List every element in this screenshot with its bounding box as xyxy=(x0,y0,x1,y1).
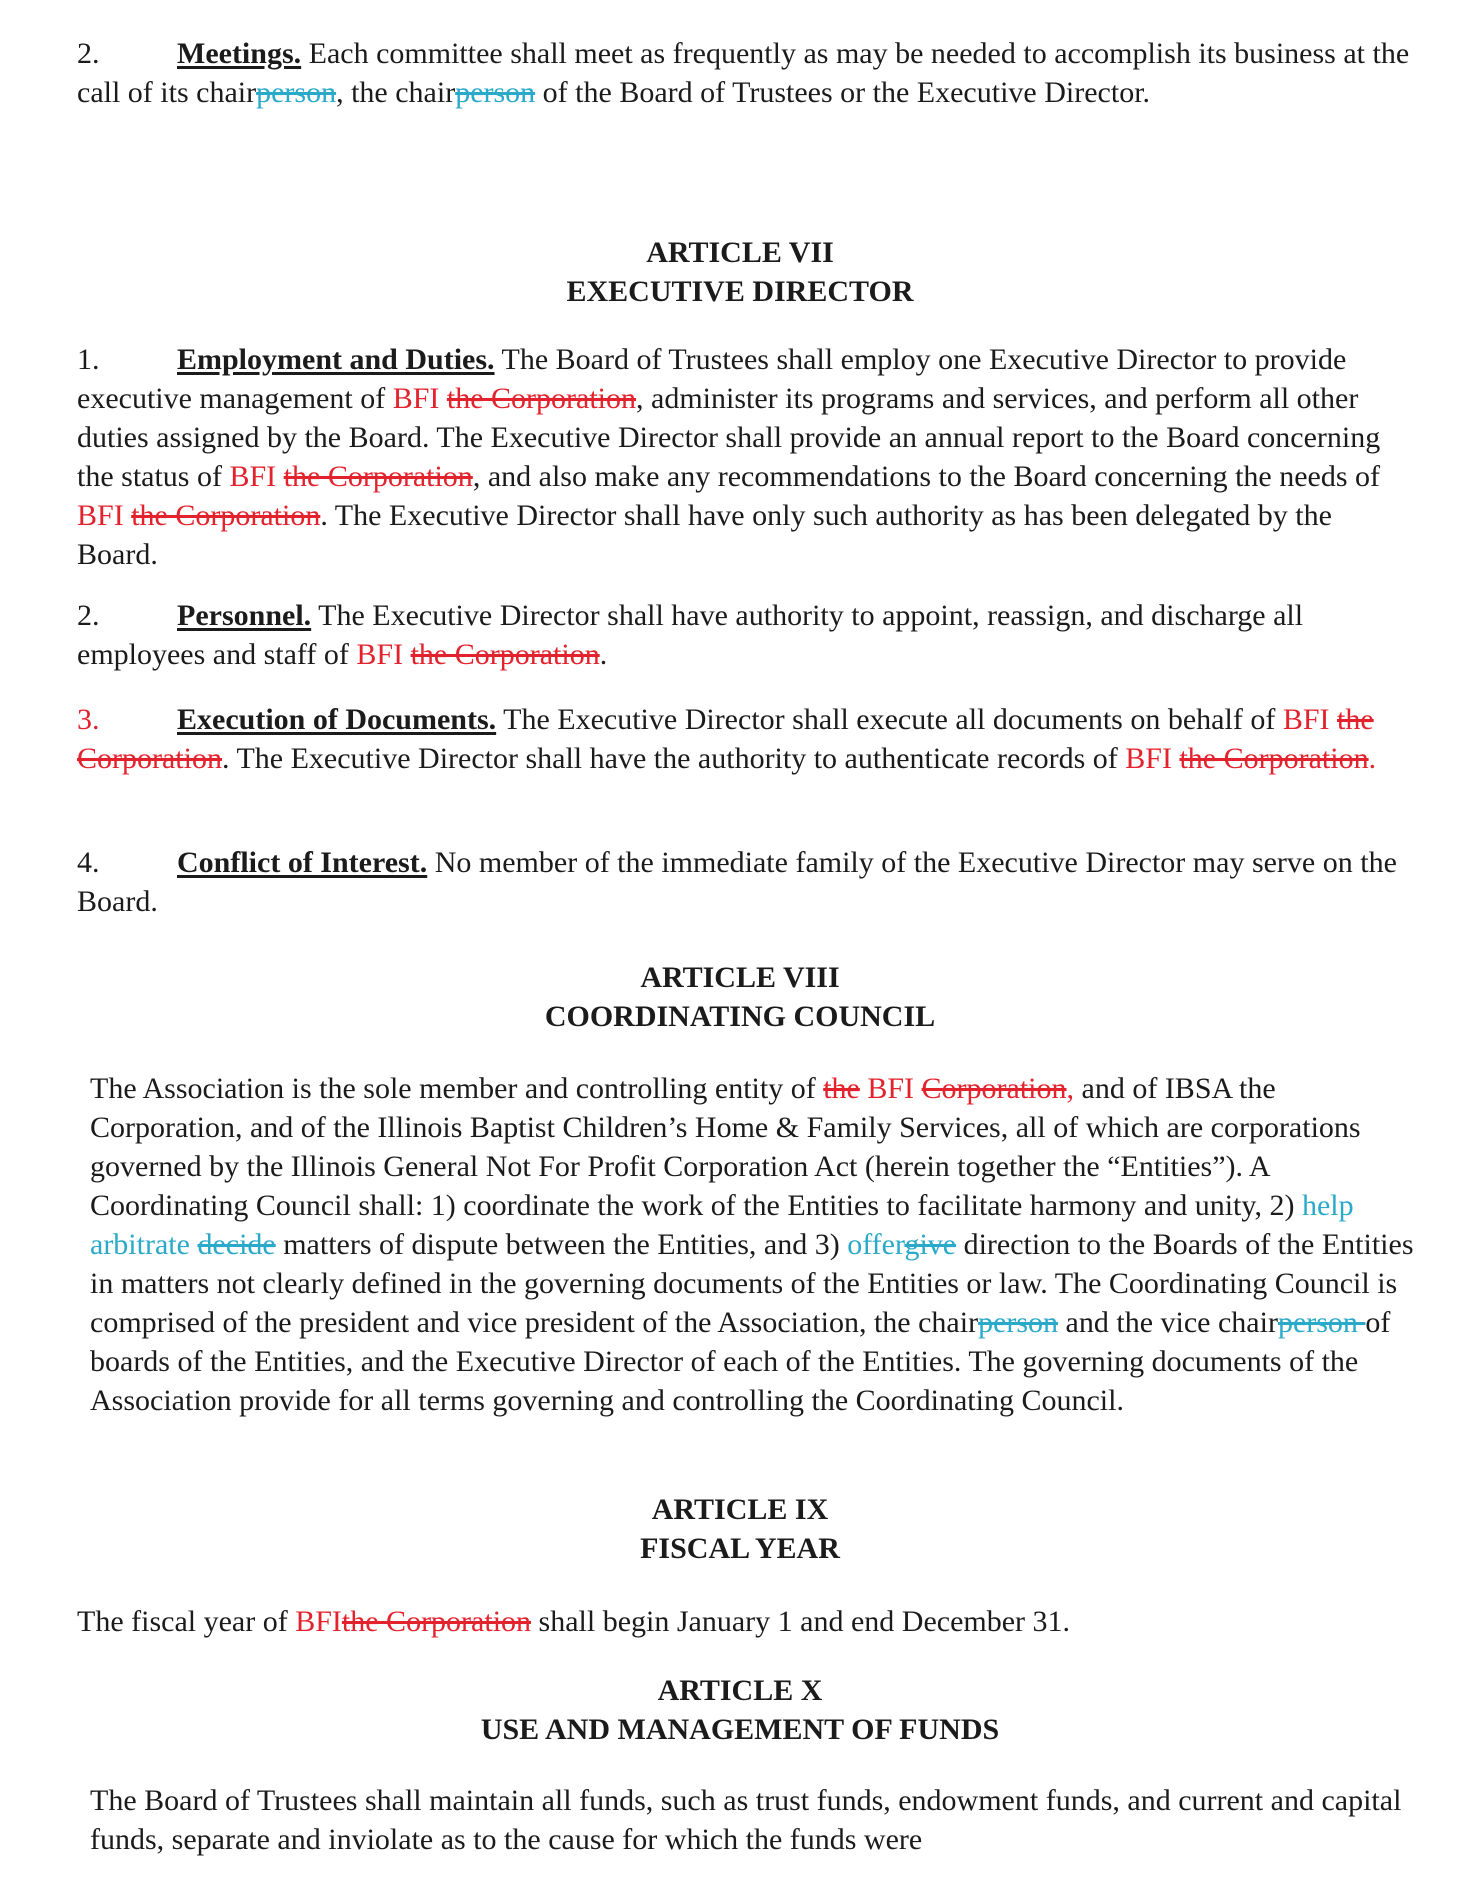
article-title: ARTICLE VIII xyxy=(640,961,840,994)
body-text: , and also make any recommendations to the Board concerning the needs of xyxy=(472,460,1381,493)
section-heading: Conflict of Interest. xyxy=(177,846,428,879)
body-text: direction to the Boards of the Entities in matters not clearly defined in the governing documents of the Entities or law. The Coordinating Council is comprised of the president and vice president of the Association, the chair xyxy=(90,1228,1414,1339)
section-execution-documents xyxy=(77,700,1417,778)
article-title: ARTICLE VII xyxy=(646,236,834,269)
tracked-insertion: . xyxy=(1368,742,1377,775)
body-text: The Executive Director shall have authority to appoint, reassign, and discharge all employees and staff of xyxy=(77,599,1304,671)
body-text: Each committee shall meet as frequently as may be needed to accomplish its business at the call of its chair xyxy=(77,37,1410,109)
tracked-deletion: person xyxy=(1277,1306,1366,1339)
tracked-deletion: Corporation xyxy=(921,1072,1067,1105)
section-number: 3. xyxy=(77,703,100,736)
tracked-deletion: the Corporation xyxy=(410,638,600,671)
article-title: ARTICLE IX xyxy=(651,1493,829,1526)
tracked-insertion: BFI xyxy=(1125,742,1180,775)
body-text: and of IBSA the Corporation, and of the Illinois Baptist Children’s Home & Family Services, all of which are corporations governed by the Illinois General Not For Profit Corporation Act (herein together the “Entities”). A Coordinating Council shall: 1) coordinate the work of the Entities to facilitate harmony and unity, 2) xyxy=(90,1072,1361,1222)
section-personnel xyxy=(77,596,1417,674)
section-coordinating-council xyxy=(90,1069,1420,1420)
section-heading: Employment and Duties. xyxy=(177,343,495,376)
body-text: . The Executive Director shall have only such authority as has been delegated by the Board. xyxy=(77,499,1332,571)
tracked-insertion: offer xyxy=(847,1228,905,1261)
tracked-deletion: the Corporation xyxy=(131,499,321,532)
tracked-deletion: the Corporation xyxy=(1179,742,1369,775)
article-subtitle: FISCAL YEAR xyxy=(640,1532,840,1565)
tracked-deletion: person xyxy=(978,1306,1059,1339)
tracked-deletion: the Corporation xyxy=(283,460,473,493)
article-title: ARTICLE X xyxy=(657,1674,823,1707)
body-text: The Executive Director shall execute all documents on behalf of xyxy=(496,703,1283,736)
tracked-insertion: BFI xyxy=(295,1605,342,1638)
tracked-deletion: person xyxy=(455,76,536,109)
tracked-insertion: BFI xyxy=(356,638,411,671)
section-meetings xyxy=(77,34,1417,112)
tracked-deletion: give xyxy=(904,1228,957,1261)
tracked-insertion: BFI xyxy=(77,499,132,532)
tracked-deletion: the Corporation xyxy=(446,382,637,415)
section-number: 2. xyxy=(77,599,100,632)
section-fiscal-year xyxy=(77,1602,1417,1641)
tracked-insertion: BFI xyxy=(859,1072,922,1105)
tracked-insertion: , xyxy=(1066,1072,1075,1105)
body-text: The Association is the sole member and controlling entity of xyxy=(90,1072,824,1105)
body-text: The Board of Trustees shall employ one Executive Director to provide executive management of xyxy=(77,343,1347,415)
section-heading: Personnel. xyxy=(177,599,312,632)
section-number: 2. xyxy=(77,37,100,70)
section-use-funds xyxy=(90,1781,1420,1859)
body-text: of the Board of Trustees or the Executive Director. xyxy=(535,76,1151,109)
body-text: . xyxy=(599,638,608,671)
tracked-insertion: BFI xyxy=(1282,703,1337,736)
body-text: shall begin January 1 and end December 31. xyxy=(531,1605,1071,1638)
tracked-insertion: BFI xyxy=(392,382,447,415)
tracked-deletion: the xyxy=(823,1072,860,1105)
body-text: and the vice chair xyxy=(1058,1306,1278,1339)
tracked-deletion: the Corporation xyxy=(341,1605,532,1638)
article-subtitle: USE AND MANAGEMENT OF FUNDS xyxy=(480,1713,1000,1746)
tracked-insertion: BFI xyxy=(229,460,284,493)
body-text: No member of the immediate family of the Executive Director may serve on the Board. xyxy=(77,846,1397,918)
tracked-deletion: person xyxy=(256,76,337,109)
body-text: , administer its programs and services, and perform all other duties assigned by the Board. The Executive Director shall provide an annual report to the Board concerning the status of xyxy=(77,382,1381,493)
article-subtitle: COORDINATING COUNCIL xyxy=(544,1000,936,1033)
body-text: . The Executive Director shall have the authority to authenticate records of xyxy=(221,742,1126,775)
section-conflict-interest xyxy=(77,843,1417,921)
tracked-deletion: decide xyxy=(197,1228,276,1261)
tracked-deletion: the Corporation xyxy=(77,703,1374,775)
section-heading: Execution of Documents. xyxy=(177,703,497,736)
body-text: matters of dispute between the Entities, and 3) xyxy=(275,1228,848,1261)
body-text: The Board of Trustees shall maintain all funds, such as trust funds, endowment funds, and current and capital funds, separate and inviolate as to the cause for which the funds were xyxy=(90,1784,1402,1856)
section-employment-duties xyxy=(77,340,1417,574)
section-heading: Meetings. xyxy=(177,37,302,70)
section-number: 1. xyxy=(77,343,100,376)
tracked-insertion: help arbitrate xyxy=(90,1189,1354,1261)
body-text: , the chair xyxy=(336,76,456,109)
section-number: 4. xyxy=(77,846,100,879)
body-text: The fiscal year of xyxy=(77,1605,296,1638)
body-text: of boards of the Entities, and the Executive Director of each of the Entities. The governing documents of the Association provide for all terms governing and controlling the Coordinating Council. xyxy=(90,1306,1391,1417)
article-subtitle: EXECUTIVE DIRECTOR xyxy=(566,275,914,308)
